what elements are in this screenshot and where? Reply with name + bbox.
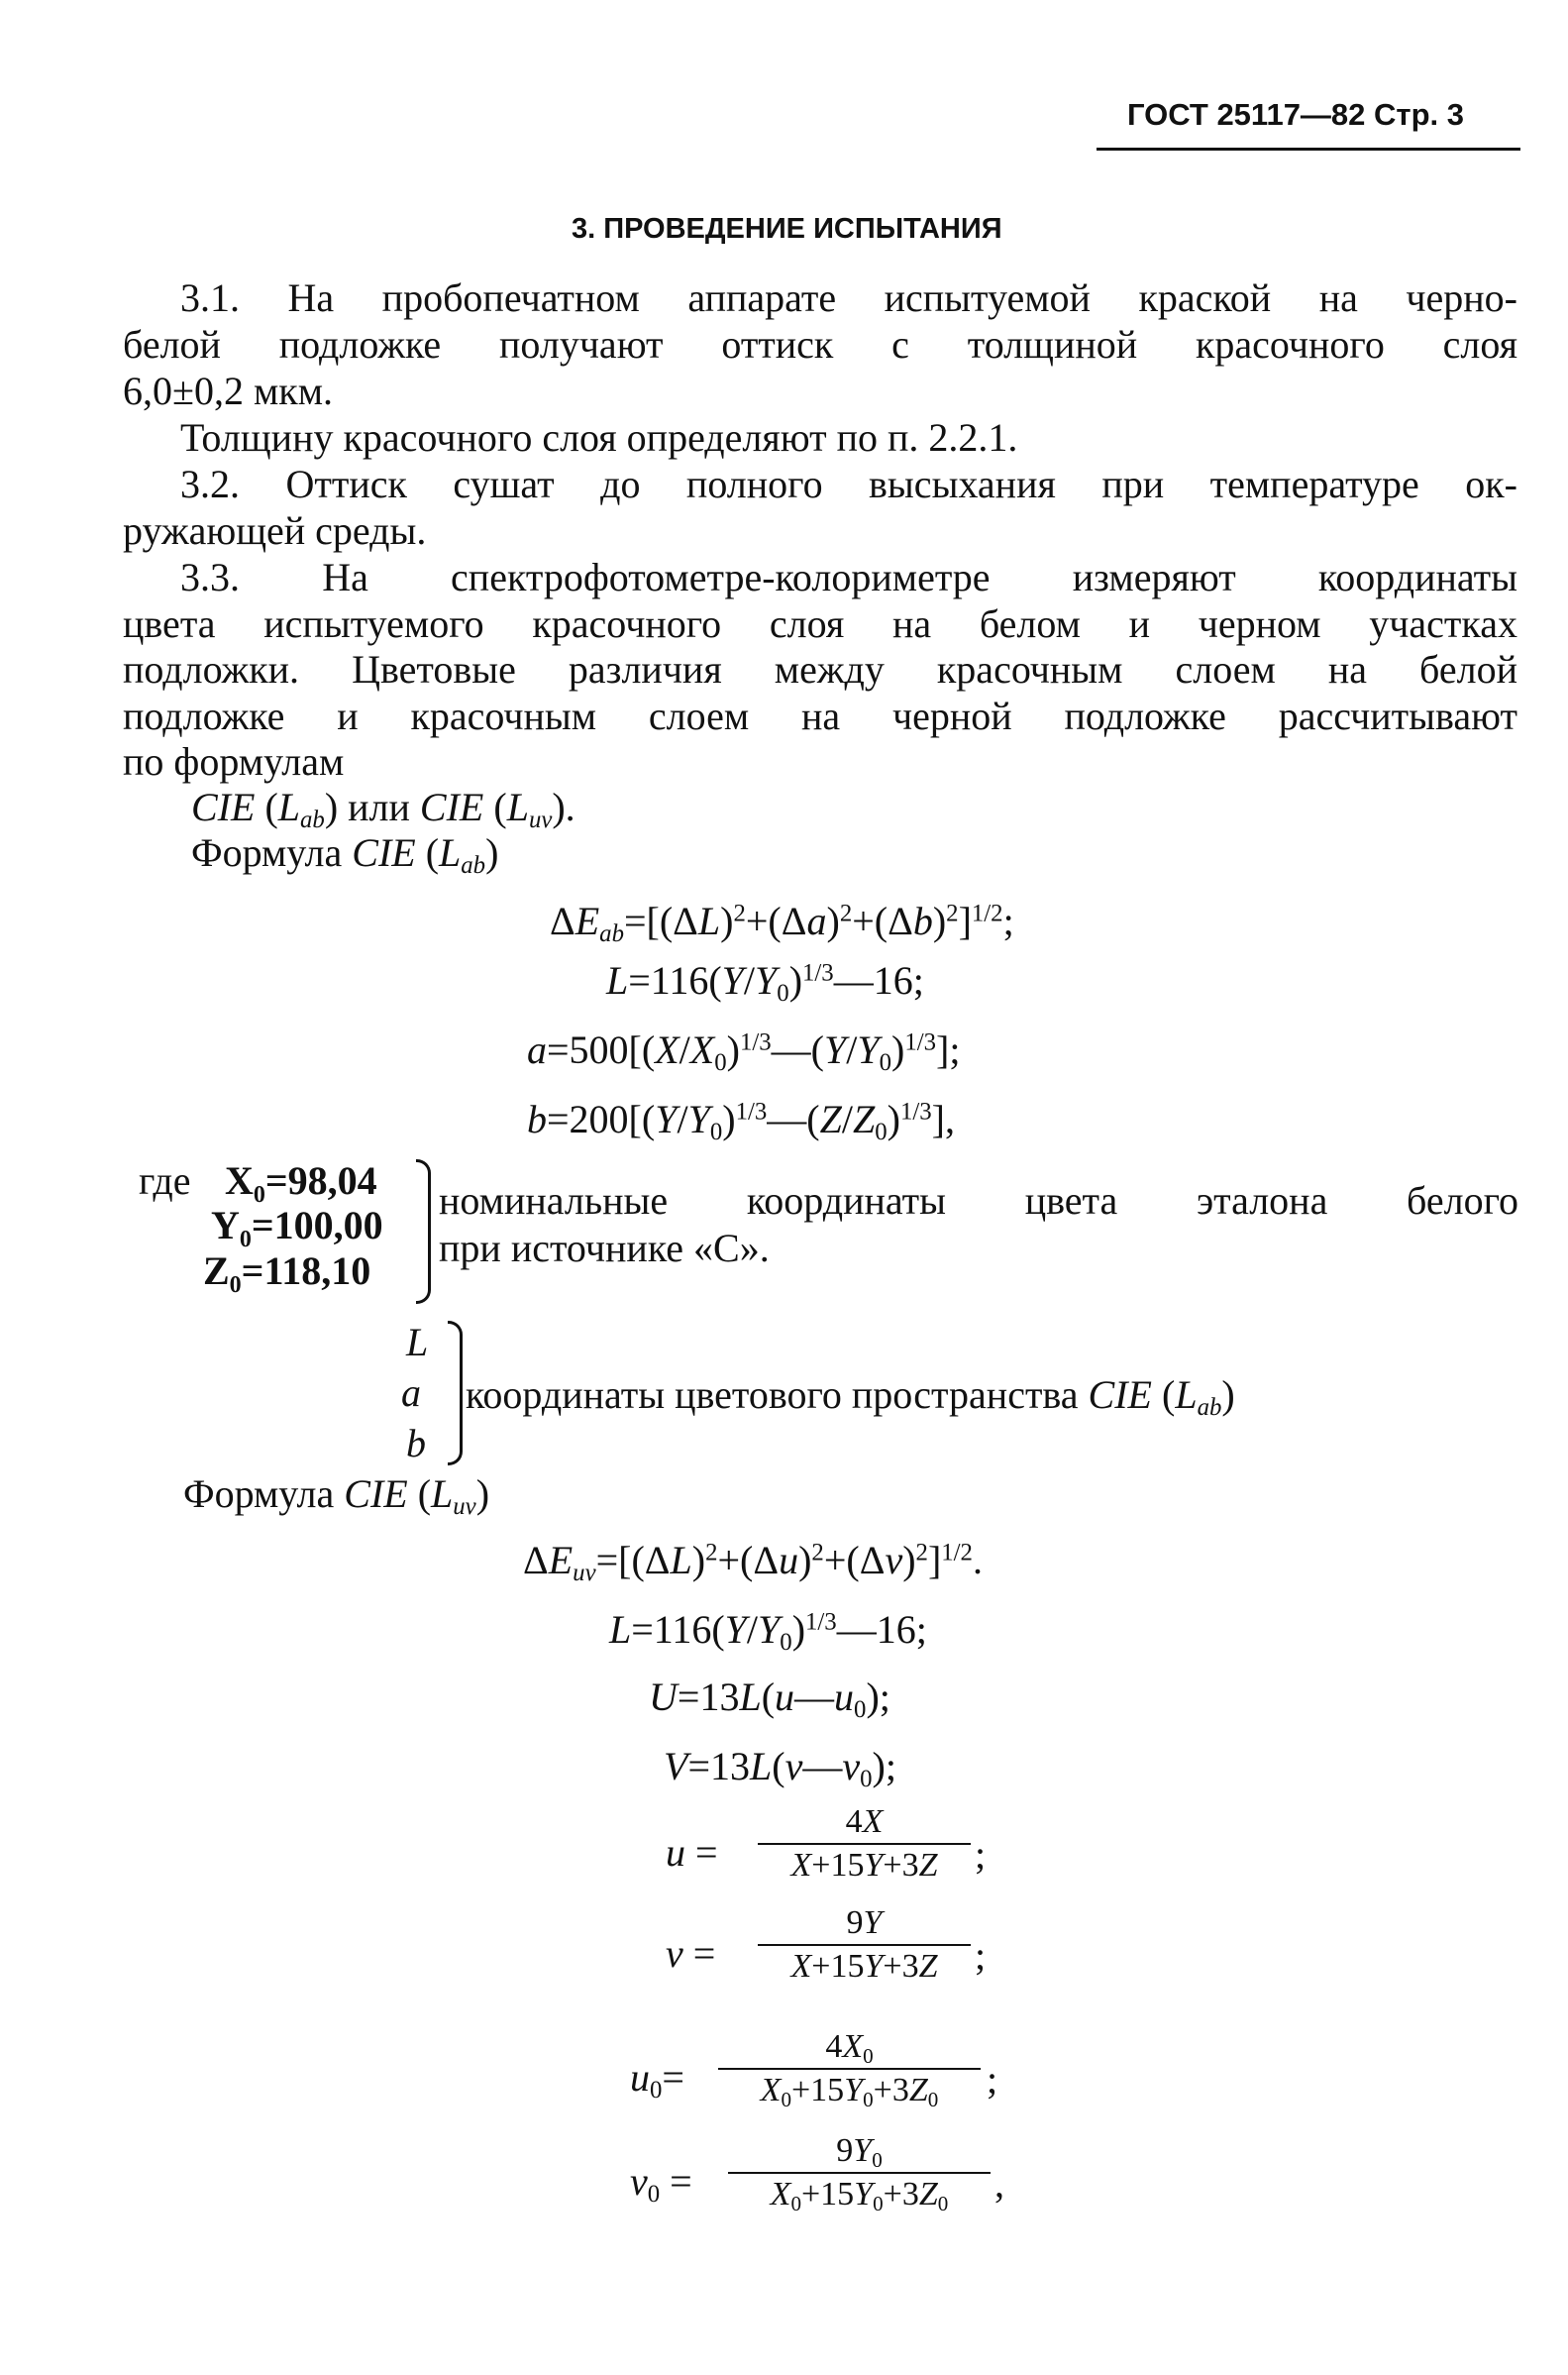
formula-u-lhs: u = xyxy=(666,1830,718,1875)
formula-l-lab: $L=116(Y/Y_0)^{1/3}—16$; xyxy=(606,958,924,1007)
formula-label: Формула xyxy=(191,830,343,875)
x0-value: X₀=98,04 xyxy=(225,1158,377,1203)
header-rule xyxy=(1097,148,1520,151)
formula-l-luv: $L=116(Y/Y_0)^{1/3}—16$; xyxy=(609,1607,927,1656)
formula-a-lab: $a=500[(X/X_0)^{1/3}—(Y/Y_0)^{1/3}]$; xyxy=(527,1027,961,1076)
or-word: или xyxy=(348,785,410,829)
z0-value: Z₀=118,10 xyxy=(203,1248,371,1293)
formula-u0-lhs: $u_0=$ xyxy=(630,2055,684,2104)
lab-var-b: b xyxy=(406,1421,426,1465)
formula-u-punct: ; xyxy=(975,1832,987,1877)
cie-label: CIE xyxy=(191,785,256,829)
formula-v0-punct: , xyxy=(994,2161,1004,2206)
section-title: 3. ПРОВЕДЕНИЕ ИСПЫТАНИЯ xyxy=(572,213,1002,245)
paragraph-3-3-line-5: по формулам xyxy=(123,739,345,784)
paragraph-thickness: Толщину красочного слоя определяют по п. 2.2.1. xyxy=(180,415,1018,460)
lab-description-cie: CIE xyxy=(1088,1372,1152,1417)
paragraph-3-1-line-3: 6,0±0,2 мкм. xyxy=(123,369,334,413)
paragraph-3-1-line-2: белой подложке получают оттиск с толщиной красочного слоя xyxy=(123,322,1517,367)
lab-var-a: a xyxy=(401,1370,421,1415)
where-description-line-1: номинальные координаты цвета эталона белого xyxy=(439,1178,1518,1223)
paragraph-3-1-line-1: 3.1. На пробопечатном аппарате испытуемой краской на черно- xyxy=(180,275,1517,320)
where-word: где xyxy=(139,1158,191,1203)
y0-value: Y₀=100,00 xyxy=(211,1203,383,1247)
lab-var-l: L xyxy=(406,1320,429,1364)
formula-v0-fraction: $9Y_0$ $X_0+15Y_0+3Z_0$ xyxy=(728,2134,991,2212)
formula-u0-fraction: $4X_0$ $X_0+15Y_0+3Z_0$ xyxy=(718,2030,981,2107)
paragraph-3-3-line-2: цвета испытуемого красочного слоя на белом и черном участках xyxy=(123,601,1517,646)
formula-b-lab: $b=200[(Y/Y_0)^{1/3}—(Z/Z_0)^{1/3}]$, xyxy=(527,1097,955,1145)
paragraph-3-3-line-4: подложке и красочным слоем на черной подложке рассчитывают xyxy=(123,694,1517,738)
formula-v-fraction: 9Y X+15Y+3Z xyxy=(758,1906,971,1984)
formula-delta-e-ab: $\Delta E_{ab}=[(\Delta L)^2+(\Delta a)^2+(\Delta b)^2]^{1/2}$; xyxy=(550,899,1014,947)
paragraph-3-2-line-1: 3.2. Оттиск сушат до полного высыхания при температуре ок- xyxy=(180,462,1517,506)
paragraph-3-3-line-1: 3.3. На спектрофотометре-колориметре измеряют координаты xyxy=(180,555,1517,599)
where-brace xyxy=(416,1159,431,1304)
paragraph-3-3-line-3: подложки. Цветовые различия между красочным слоем на белой xyxy=(123,647,1517,692)
lab-description-text: координаты цветового пространства xyxy=(466,1372,1079,1417)
formula-u-fraction: 4X X+15Y+3Z xyxy=(758,1805,971,1883)
where-description-line-2: при источнике «С». xyxy=(439,1226,770,1270)
formula-u0-punct: ; xyxy=(987,2057,998,2102)
formula-cie-luv-heading: Формула CIE $(L_{uv})$ xyxy=(183,1471,490,1520)
lab-brace xyxy=(448,1321,463,1465)
formula-u-upper: $U=13L(u—u_0)$; xyxy=(649,1674,890,1723)
formula-v-punct: ; xyxy=(975,1933,987,1978)
formula-v0-lhs: $v_0$ = xyxy=(630,2159,692,2208)
formula-cie-lab-heading: Формула CIE $(L_{ab})$ xyxy=(191,830,499,879)
formula-delta-e-uv: $\Delta E_{uv}=[(\Delta L)^2+(\Delta u)^2+(\Delta v)^2]^{1/2}$. xyxy=(523,1538,983,1586)
cie-label-2: CIE xyxy=(419,785,484,829)
cie-choice-line: CIE $(L_{ab})$ или CIE $(L_{uv})$. xyxy=(191,785,575,833)
page-header: ГОСТ 25117—82 Стр. 3 xyxy=(1127,97,1465,132)
lab-description: координаты цветового пространства CIE $(L_{ab})$ xyxy=(466,1372,1235,1421)
paragraph-3-2-line-2: ружающей среды. xyxy=(123,508,427,553)
formula-v-upper: $V=13L(v—v_0)$; xyxy=(664,1744,896,1792)
formula-v-lhs: v = xyxy=(666,1931,716,1976)
formula-label-luv: Формула xyxy=(183,1471,335,1516)
